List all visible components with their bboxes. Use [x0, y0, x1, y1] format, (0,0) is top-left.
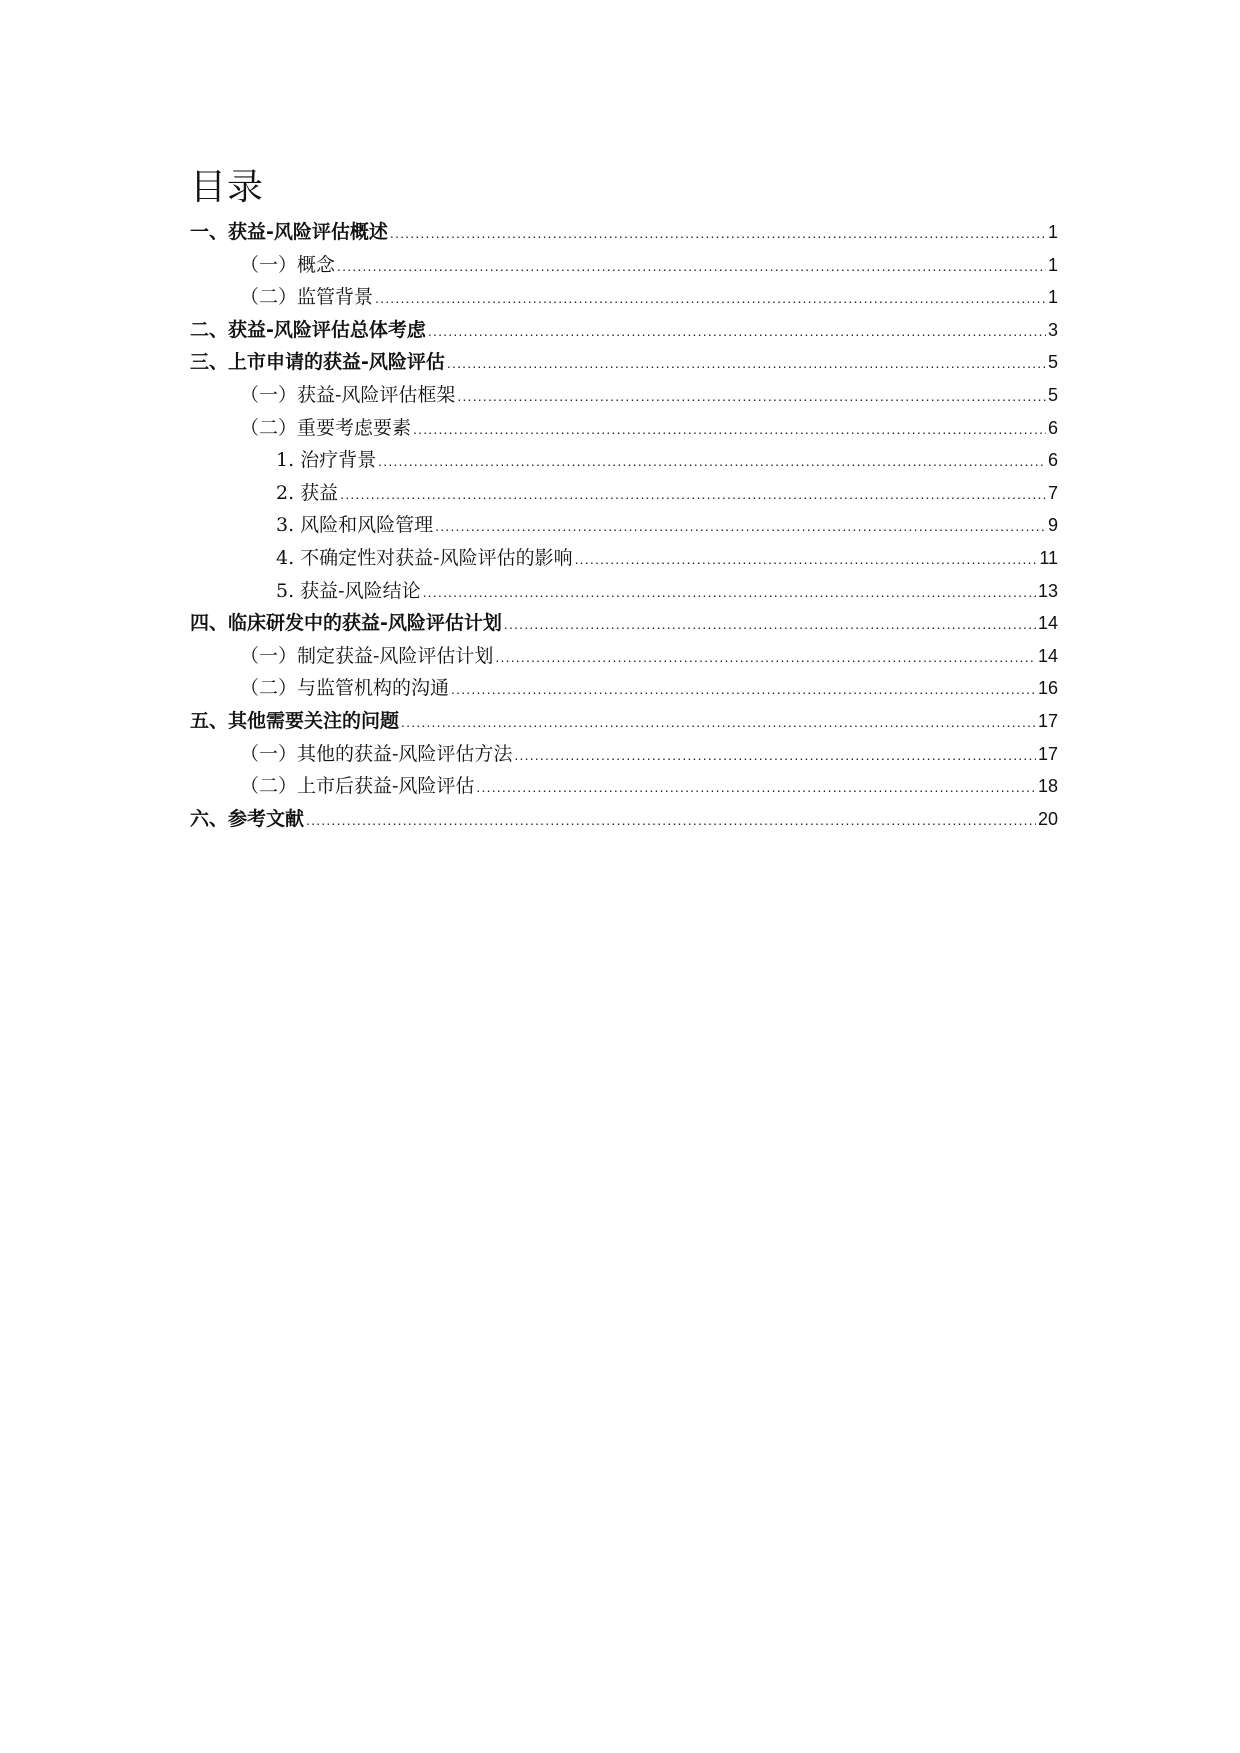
- toc-page-number[interactable]: 1: [1047, 287, 1058, 308]
- toc-dot-leader: [476, 771, 1036, 804]
- toc-dot-leader: [495, 641, 1036, 674]
- toc-entry-label[interactable]: （二）重要考虑要素: [240, 416, 412, 439]
- toc-dot-leader: [401, 706, 1036, 739]
- toc-entry-label[interactable]: 4. 不确定性对获益-风险评估的影响: [276, 546, 573, 569]
- toc-entry[interactable]: [190, 346, 1058, 379]
- toc-dot-leader: [378, 445, 1046, 478]
- toc-page-number[interactable]: 11: [1039, 547, 1058, 568]
- toc-entry[interactable]: [190, 575, 1058, 608]
- toc-page-number[interactable]: 13: [1037, 580, 1058, 601]
- toc-entry[interactable]: [190, 281, 1058, 314]
- toc-entry[interactable]: [190, 770, 1058, 803]
- toc-entry-label[interactable]: （一）概念: [240, 253, 336, 276]
- toc-entry-label[interactable]: 四、临床研发中的获益-风险评估计划: [190, 612, 502, 635]
- toc-dot-leader: [340, 478, 1046, 511]
- toc-dot-leader: [575, 543, 1038, 576]
- toc-entry-label[interactable]: 3. 风险和风险管理: [276, 514, 434, 537]
- toc-entry-label[interactable]: （一）制定获益-风险评估计划: [240, 644, 494, 667]
- toc-dot-leader: [504, 608, 1036, 641]
- toc-page-number[interactable]: 6: [1047, 450, 1058, 471]
- table-of-contents: [190, 216, 1058, 835]
- toc-entry-label[interactable]: 一、获益-风险评估概述: [190, 221, 388, 243]
- toc-entry-label[interactable]: 六、参考文献: [190, 807, 305, 830]
- toc-dot-leader: [423, 576, 1036, 609]
- toc-page-number[interactable]: 18: [1037, 776, 1058, 797]
- toc-dot-leader: [337, 250, 1046, 283]
- toc-entry-label[interactable]: （二）监管背景: [240, 286, 374, 309]
- toc-entry-label[interactable]: （一）获益-风险评估框架: [240, 383, 456, 406]
- toc-page-number[interactable]: 14: [1037, 613, 1058, 634]
- toc-dot-leader: [390, 217, 1046, 250]
- toc-entry-label[interactable]: （二）上市后获益-风险评估: [240, 775, 475, 798]
- toc-entry[interactable]: [190, 444, 1058, 477]
- toc-dot-leader: [428, 315, 1046, 348]
- toc-page-number[interactable]: 17: [1037, 743, 1058, 764]
- toc-dot-leader: [435, 510, 1046, 543]
- toc-dot-leader: [306, 804, 1036, 837]
- toc-page-number[interactable]: 1: [1047, 254, 1058, 275]
- toc-entry[interactable]: [190, 249, 1058, 282]
- toc-page-number[interactable]: 9: [1047, 515, 1058, 536]
- toc-entry-label[interactable]: 1. 治疗背景: [276, 449, 377, 472]
- toc-entry-label[interactable]: 二、获益-风险评估总体考虑: [190, 318, 426, 341]
- toc-entry[interactable]: [190, 607, 1058, 640]
- toc-page-number[interactable]: 20: [1037, 808, 1058, 829]
- toc-dot-leader: [447, 347, 1046, 380]
- toc-entry-label[interactable]: 五、其他需要关注的问题: [190, 709, 400, 732]
- toc-page-number[interactable]: 5: [1047, 384, 1058, 405]
- toc-entry[interactable]: [190, 379, 1058, 412]
- toc-entry[interactable]: [190, 314, 1058, 347]
- toc-page-number[interactable]: 1: [1047, 222, 1058, 242]
- toc-entry[interactable]: [190, 738, 1058, 771]
- toc-page-number[interactable]: 14: [1037, 645, 1058, 666]
- toc-entry[interactable]: [190, 477, 1058, 510]
- toc-entry[interactable]: [190, 216, 1058, 249]
- toc-entry-label[interactable]: （二）与监管机构的沟通: [240, 677, 450, 700]
- toc-dot-leader: [375, 282, 1046, 315]
- toc-entry[interactable]: [190, 412, 1058, 445]
- toc-entry[interactable]: [190, 640, 1058, 673]
- toc-entry[interactable]: [190, 509, 1058, 542]
- toc-title: 目录: [190, 167, 265, 209]
- toc-dot-leader: [514, 739, 1036, 772]
- toc-page-number[interactable]: 17: [1037, 710, 1058, 731]
- toc-page-number[interactable]: 3: [1047, 319, 1058, 340]
- toc-entry-label[interactable]: 三、上市申请的获益-风险评估: [190, 351, 445, 374]
- toc-entry-label[interactable]: 5. 获益-风险结论: [276, 579, 421, 602]
- toc-dot-leader: [451, 673, 1036, 706]
- toc-entry[interactable]: [190, 542, 1058, 575]
- toc-dot-leader: [413, 413, 1046, 446]
- toc-entry-label[interactable]: （一）其他的获益-风险评估方法: [240, 742, 513, 765]
- toc-page-number[interactable]: 16: [1037, 678, 1058, 699]
- toc-entry[interactable]: [190, 705, 1058, 738]
- toc-entry-label[interactable]: 2. 获益: [276, 481, 339, 504]
- toc-entry[interactable]: [190, 803, 1058, 836]
- toc-dot-leader: [457, 380, 1046, 413]
- toc-page-number[interactable]: 5: [1047, 352, 1058, 373]
- toc-page-number[interactable]: 6: [1047, 417, 1058, 438]
- toc-entry[interactable]: [190, 672, 1058, 705]
- toc-page-number[interactable]: 7: [1047, 482, 1058, 503]
